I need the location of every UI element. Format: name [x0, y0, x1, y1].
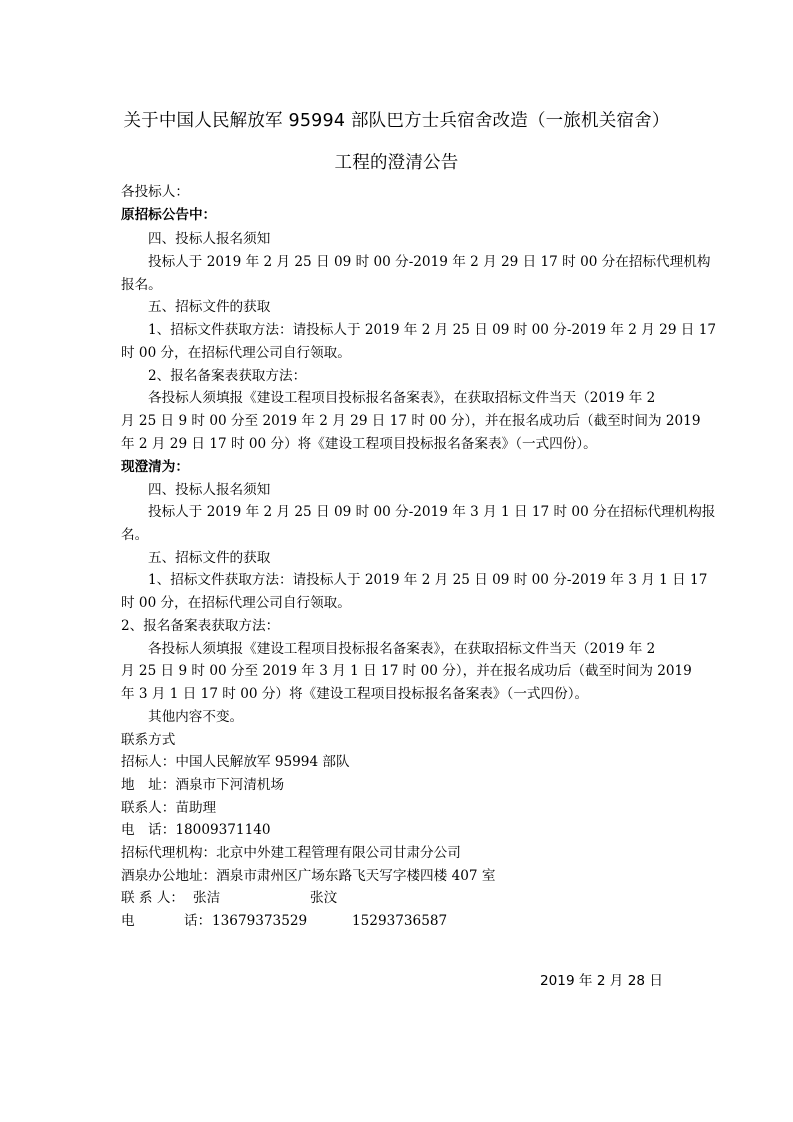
contact-phone-label: 电 话：	[121, 822, 176, 838]
agency-contact-label: 联 系 人：	[121, 890, 185, 906]
contact-phone	[121, 821, 271, 839]
original-item1-line2: 时 00 分，在招标代理公司自行领取。	[121, 345, 351, 361]
original-section4-line2: 报名。	[121, 277, 162, 293]
contact-address-value: 酒泉市下河清机场	[175, 777, 285, 793]
contact-office-address: 酒泉办公地址：酒泉市肃州区广场东路飞天写字楼四楼 407 室	[121, 868, 496, 884]
contact-phone-value: 18009371140	[175, 822, 271, 838]
document-title-line-2: 工程的澄清公告	[334, 153, 459, 173]
contact-tenderer: 招标人：中国人民解放军 95994 部队	[121, 754, 350, 770]
document-date: 2019 年 2 月 28 日	[540, 973, 663, 989]
document-title-line-1: 关于中国人民解放军 95994 部队巴方士兵宿舍改造（一旅机关宿舍）	[123, 111, 670, 131]
contact-heading: 联系方式	[121, 732, 176, 748]
contact-agency: 招标代理机构：北京中外建工程管理有限公司甘肃分公司	[121, 845, 461, 861]
clarified-item2-line2: 月 25 日 9 时 00 分至 2019 年 3 月 1 日 17 时 00 分），并在报名成功后（截至时间为 2019	[121, 663, 692, 679]
original-section4-line1: 投标人于 2019 年 2 月 25 日 09 时 00 分-2019 年 2 月 29 日 17 时 00 分在招标代理机构	[148, 254, 711, 270]
agency-phone-label: 电	[121, 913, 135, 929]
contact-address-label: 地 址：	[121, 777, 176, 793]
clarified-item1-line2: 时 00 分，在招标代理公司自行领取。	[121, 595, 351, 611]
original-section4-heading: 四、投标人报名须知	[148, 231, 271, 247]
clarified-item2-line3: 年 3 月 1 日 17 时 00 分）将《建设工程项目投标报名备案表》（一式四份）。	[121, 686, 589, 702]
original-item1-line1: 1、招标文件获取方法：请投标人于 2019 年 2 月 25 日 09 时 00 分-2019 年 2 月 29 日 17	[148, 322, 717, 338]
agency-phone-label-2: 话：	[184, 913, 212, 929]
clarified-section5-heading: 五、招标文件的获取	[148, 550, 271, 566]
clarified-section4-line1: 投标人于 2019 年 2 月 25 日 09 时 00 分-2019 年 3 月 1 日 17 时 00 分在招标代理机构报	[148, 504, 716, 520]
agency-contact-2: 张汶	[310, 890, 338, 906]
original-item2-heading: 2、报名备案表获取方法：	[148, 368, 307, 384]
original-item2-line1: 各投标人须填报《建设工程项目投标报名备案表》，在获取招标文件当天（2019 年 2	[148, 390, 656, 406]
clarified-section4-line2: 名。	[121, 527, 149, 543]
agency-phone-1: 13679373529	[212, 913, 308, 929]
agency-phone-2: 15293736587	[352, 913, 448, 929]
other-unchanged: 其他内容不变。	[148, 709, 244, 725]
original-section5-heading: 五、招标文件的获取	[148, 299, 271, 315]
clarified-item1-line1: 1、招标文件获取方法：请投标人于 2019 年 2 月 25 日 09 时 00 分-2019 年 3 月 1 日 17	[148, 572, 708, 588]
original-heading: 原招标公告中：	[121, 207, 217, 223]
contact-address	[121, 776, 284, 794]
clarified-item2-heading: 2、报名备案表获取方法：	[121, 618, 280, 634]
original-item2-line2: 月 25 日 9 时 00 分至 2019 年 2 月 29 日 17 时 00 分），并在报名成功后（截至时间为 2019	[121, 413, 701, 429]
salutation: 各投标人：	[121, 184, 189, 200]
clarified-section4-heading: 四、投标人报名须知	[148, 482, 271, 498]
clarified-item2-line1: 各投标人须填报《建设工程项目投标报名备案表》，在获取招标文件当天（2019 年 2	[148, 641, 656, 657]
clarified-heading: 现澄清为：	[121, 459, 189, 475]
agency-contact-1: 张洁	[193, 890, 221, 906]
original-item2-line3: 年 2 月 29 日 17 时 00 分）将《建设工程项目投标报名备案表》（一式四份）。	[121, 436, 597, 452]
contact-person: 联系人：苗助理	[121, 800, 217, 816]
